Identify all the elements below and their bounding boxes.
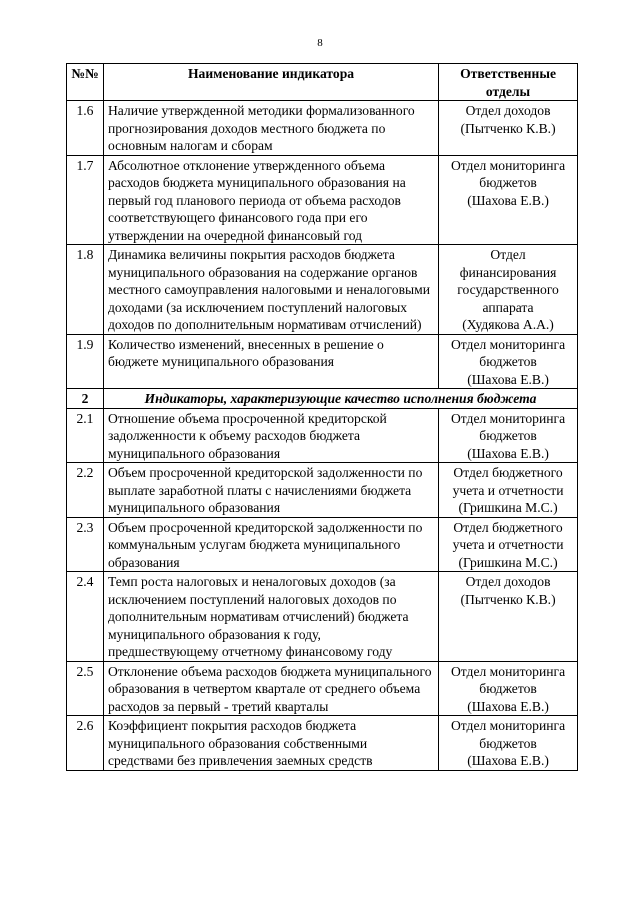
table-row xyxy=(67,334,578,389)
row-number: 2.3 xyxy=(67,517,104,572)
row-number: 1.9 xyxy=(67,334,104,389)
dept-line: аппарата xyxy=(482,299,534,315)
indicator-name: Отклонение объема расходов бюджета муниципального образования в четвертом квартале от среднего объема расходов за первый - третий кварталы xyxy=(103,661,438,716)
responsible-department xyxy=(439,101,578,156)
dept-line: (Шахова Е.В.) xyxy=(467,445,549,461)
row-number: 2.4 xyxy=(67,572,104,662)
row-number: 2.6 xyxy=(67,716,104,771)
dept-line: (Пытченко К.В.) xyxy=(460,120,556,136)
table-row xyxy=(67,517,578,572)
dept-line: государственного xyxy=(457,282,559,297)
row-number: 1.7 xyxy=(67,155,104,245)
dept-line: Отдел мониторинга xyxy=(450,663,566,679)
header-dept-line: Ответственные xyxy=(460,66,556,81)
dept-line: (Худякова А.А.) xyxy=(462,317,554,332)
indicator-name: Количество изменений, внесенных в решение о бюджете муниципального образования xyxy=(103,334,438,389)
header-dept-line: отделы xyxy=(485,83,531,99)
page-number: 8 xyxy=(317,37,323,49)
indicator-name: Отношение объема просроченной кредиторской задолженности к объему расходов бюджета муниципального образования xyxy=(103,408,438,463)
dept-line: Отдел доходов xyxy=(465,574,551,589)
table-row xyxy=(67,408,578,463)
dept-line: Отдел бюджетного xyxy=(453,519,563,535)
dept-line: (Шахова Е.В.) xyxy=(467,371,549,387)
table-row xyxy=(67,155,578,245)
section-title: Индикаторы, характеризующие качество исполнения бюджета xyxy=(103,389,577,409)
responsible-department xyxy=(439,155,578,245)
responsible-department xyxy=(439,572,578,662)
indicator-name: Коэффициент покрытия расходов бюджета муниципального образования собственными средствами без привлечения заемных средств xyxy=(103,716,438,771)
indicator-name: Абсолютное отклонение утвержденного объема расходов бюджета муниципального образования на первый год планового периода от объема расходов соответствующего финансового года при его утверждении на очередной финансовый год xyxy=(103,155,438,245)
dept-line: Отдел бюджетного xyxy=(453,465,563,480)
dept-line: (Гришкина М.С.) xyxy=(458,500,558,515)
dept-line: Отдел мониторинга xyxy=(450,157,566,173)
table-row xyxy=(67,245,578,335)
row-number: 2.1 xyxy=(67,408,104,463)
dept-line: Отдел мониторинга xyxy=(450,336,566,352)
dept-line: финансирования xyxy=(459,264,557,280)
dept-line: учета и отчетности xyxy=(452,482,564,498)
responsible-department xyxy=(439,245,578,335)
dept-line: бюджетов xyxy=(479,428,537,443)
dept-line: Отдел доходов xyxy=(465,103,551,118)
row-number: 2.5 xyxy=(67,661,104,716)
table-row xyxy=(67,716,578,771)
dept-line: бюджетов xyxy=(479,175,537,190)
dept-line: (Шахова Е.В.) xyxy=(467,192,549,208)
indicator-name: Объем просроченной кредиторской задолженности по коммунальным услугам бюджета муниципального образования xyxy=(103,517,438,572)
responsible-department xyxy=(439,661,578,716)
header-indicator-name: Наименование индикатора xyxy=(103,64,438,101)
dept-line: бюджетов xyxy=(479,354,537,369)
header-number: №№ xyxy=(67,64,104,101)
indicator-name: Наличие утвержденной методики формализованного прогнозирования доходов местного бюджета по основным налогам и сборам xyxy=(103,101,438,156)
indicators-table xyxy=(66,63,578,771)
dept-line: Отдел xyxy=(490,247,526,262)
responsible-department xyxy=(439,334,578,389)
section-number: 2 xyxy=(67,389,104,409)
section-header-row xyxy=(67,389,578,409)
dept-line: (Пытченко К.В.) xyxy=(460,591,556,607)
responsible-department xyxy=(439,463,578,518)
indicator-name: Темп роста налоговых и неналоговых доходов (за исключением поступлений налоговых доходов по дополнительным нормативам отчислений) бюджета муниципального образования к году, предшествующему отчетному финансовому году xyxy=(103,572,438,662)
dept-line: учета и отчетности xyxy=(452,537,564,552)
dept-line: (Шахова Е.В.) xyxy=(467,753,549,768)
dept-line: Отдел мониторинга xyxy=(450,718,566,733)
row-number: 2.2 xyxy=(67,463,104,518)
responsible-department xyxy=(439,716,578,771)
row-number: 1.8 xyxy=(67,245,104,335)
responsible-department xyxy=(439,408,578,463)
dept-line: бюджетов xyxy=(479,735,537,751)
dept-line: бюджетов xyxy=(479,681,537,696)
responsible-department xyxy=(439,517,578,572)
row-number: 1.6 xyxy=(67,101,104,156)
table-header-row xyxy=(67,64,578,101)
indicator-name: Объем просроченной кредиторской задолженности по выплате заработной платы с начислениями бюджета муниципального образования xyxy=(103,463,438,518)
table-row xyxy=(67,463,578,518)
table-row xyxy=(67,101,578,156)
dept-line: Отдел мониторинга xyxy=(450,410,566,426)
dept-line: (Гришкина М.С.) xyxy=(458,554,558,570)
indicator-name: Динамика величины покрытия расходов бюджета муниципального образования на содержание органов местного самоуправления налоговыми и неналоговыми доходами (за исключением поступлений налоговых доходов по дополнительным нормативам отчислений) xyxy=(103,245,438,335)
dept-line: (Шахова Е.В.) xyxy=(467,698,549,714)
header-responsible-departments xyxy=(439,64,578,101)
table-row xyxy=(67,661,578,716)
table-row xyxy=(67,572,578,662)
